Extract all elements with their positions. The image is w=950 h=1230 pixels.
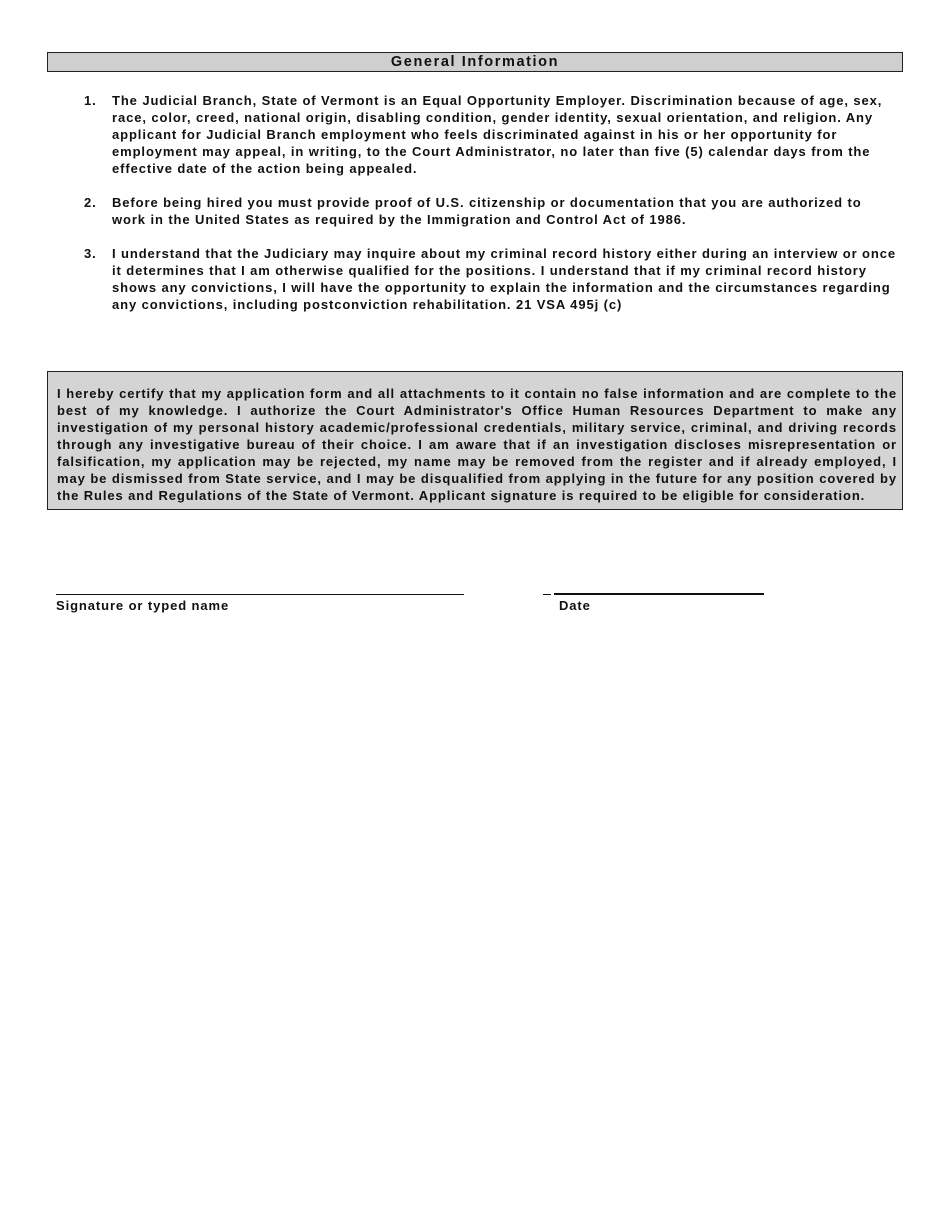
list-item-text: The Judicial Branch, State of Vermont is an Equal Opportunity Employer. Discrimination because of age, sex, race, color, creed, national origin, disabling condition, gender identity, sexual orientation, and religion. Any applicant for Judicial Branch employment who feels discriminated against in his or her opportunity for employment may appeal, in writing, to the Court Administrator, no later than five (5) calendar days from the effective date of the action being appealed. [112, 93, 883, 176]
section-title: General Information [390, 54, 560, 70]
information-list [84, 92, 899, 330]
certification-text: I hereby certify that my application form and all attachments to it contain no false information and are complete to the best of my knowledge. I authorize the Court Administrator's Office Human Resources Department to make any investigation of my personal history academic/professional credentials, military service, criminal, and driving records through any investigative bureau of their choice. I am aware that if an investigation discloses misrepresentation or falsification, my application may be rejected, my name may be removed from the register and if already employed, I may be dismissed from State service, and I may be disqualified from applying in the future for any position covered by the Rules and Regulations of the State of Vermont. Applicant signature is required to be eligible for consideration. [57, 386, 897, 503]
section-header-general-information [47, 52, 903, 72]
list-item-number: 1. [84, 93, 97, 108]
date-line-dash [543, 594, 551, 595]
list-item [84, 194, 899, 228]
list-item [84, 92, 899, 177]
list-item-number: 2. [84, 195, 97, 210]
list-item-text: Before being hired you must provide proof of U.S. citizenship or documentation that you are authorized to work in the United States as required by the Immigration and Control Act of 1986. [112, 195, 862, 227]
certification-box [47, 371, 903, 510]
list-item [84, 245, 899, 313]
date-line[interactable] [554, 593, 764, 595]
date-label: Date [559, 598, 591, 613]
list-item-number: 3. [84, 246, 97, 261]
list-item-text: I understand that the Judiciary may inquire about my criminal record history either during an interview or once it determines that I am otherwise qualified for the positions. I understand that if my criminal record history shows any convictions, I will have the opportunity to explain the information and the circumstances regarding any convictions, including postconviction rehabilitation. 21 VSA 495j (c) [112, 246, 896, 312]
signature-label: Signature or typed name [56, 598, 230, 613]
signature-line[interactable] [56, 594, 464, 595]
